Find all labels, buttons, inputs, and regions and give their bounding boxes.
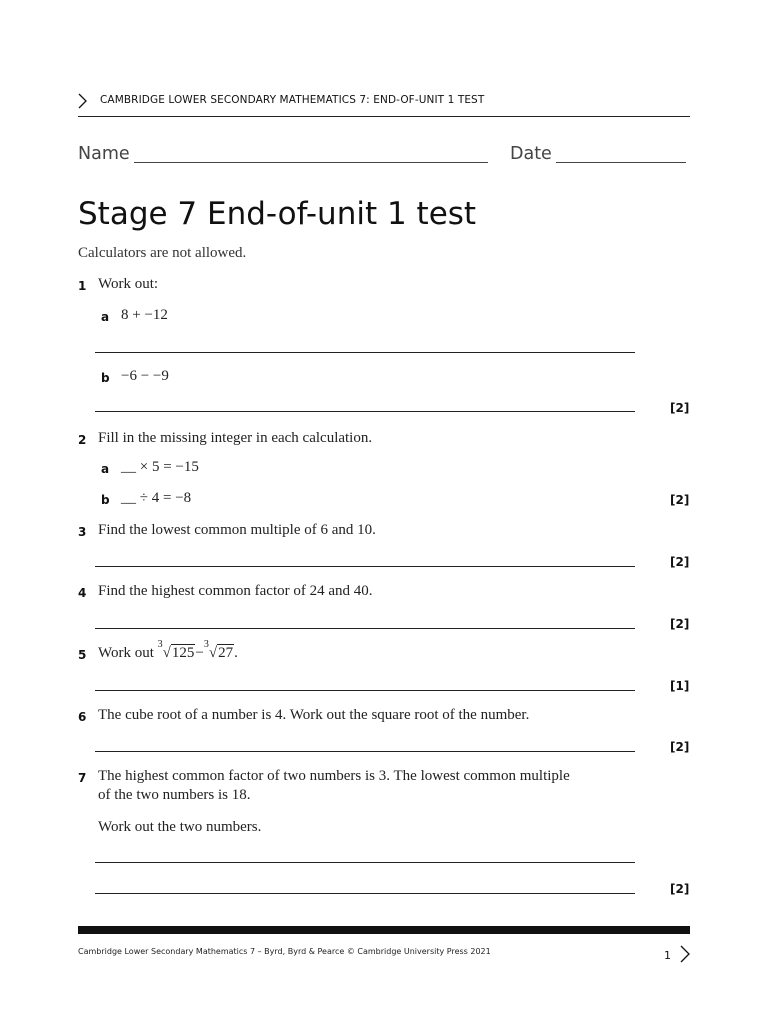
question-text: The cube root of a number is 4. Work out the square root of the number. [98,707,530,723]
name-blank-line[interactable] [134,144,488,163]
radicand: 27 [218,645,234,661]
page-number: 1 [664,949,671,962]
radicand: 125 [171,645,195,661]
part-label: b [101,493,110,507]
answer-line[interactable] [95,690,635,691]
answer-line[interactable] [95,352,635,353]
name-field[interactable] [78,144,488,164]
question-text-line-1: The highest common factor of two numbers is 3. The lowest common multiple [98,768,570,784]
answer-line[interactable] [95,893,635,894]
chevron-right-icon [76,93,90,109]
header-rule [78,116,690,117]
question-number: 7 [78,771,87,785]
question-text [98,639,238,662]
root-index: 3 [157,639,163,650]
marks-badge: [2] [670,740,690,754]
question-text: Fill in the missing integer in each calculation. [98,430,373,446]
part-label: a [101,462,110,476]
page-title: Stage 7 End-of-unit 1 test [78,196,477,232]
date-blank-line[interactable] [556,144,686,163]
question-text-line-2: of the two numbers is 18. [98,787,251,803]
answer-line[interactable] [95,751,635,752]
answer-line[interactable] [95,411,635,412]
marks-badge: [2] [670,617,690,631]
question-text: Find the highest common factor of 24 and 40. [98,583,373,599]
period: . [234,645,238,661]
part-text: 8 + −12 [121,307,168,323]
question-number: 6 [78,710,87,724]
question-text-line-3: Work out the two numbers. [98,819,262,835]
marks-badge: [2] [670,401,690,415]
name-label: Name [78,144,130,164]
running-header: CAMBRIDGE LOWER SECONDARY MATHEMATICS 7: END-OF-UNIT 1 TEST [100,94,485,106]
question-number: 5 [78,648,87,662]
question-number: 3 [78,525,87,539]
cube-root-125: 3 √125 [157,639,195,661]
question-text-prefix: Work out [98,645,154,661]
question-number: 2 [78,433,87,447]
date-field[interactable] [510,144,686,164]
part-text: __ × 5 = −15 [121,459,199,475]
footer-bar [78,926,690,934]
date-label: Date [510,144,552,164]
minus-sign: − [195,645,204,661]
part-label: b [101,371,110,385]
answer-line[interactable] [95,628,635,629]
root-index: 3 [203,639,209,650]
marks-badge: [1] [670,679,690,693]
marks-badge: [2] [670,882,690,896]
answer-line[interactable] [95,566,635,567]
part-text: −6 − −9 [121,368,169,384]
question-text: Find the lowest common multiple of 6 and 10. [98,522,376,538]
cube-root-27: 3 √27 [203,639,234,661]
question-number: 1 [78,279,87,293]
part-text: __ ÷ 4 = −8 [121,490,192,506]
question-text: Work out: [98,276,159,292]
part-label: a [101,310,110,324]
answer-line[interactable] [95,862,635,863]
next-page-chevron-icon[interactable] [678,945,692,963]
question-number: 4 [78,586,87,600]
footer-credit: Cambridge Lower Secondary Mathematics 7 – Byrd, Byrd & Pearce © Cambridge University Press 2021 [78,947,491,956]
instructions: Calculators are not allowed. [78,245,247,261]
marks-badge: [2] [670,493,690,507]
marks-badge: [2] [670,555,690,569]
